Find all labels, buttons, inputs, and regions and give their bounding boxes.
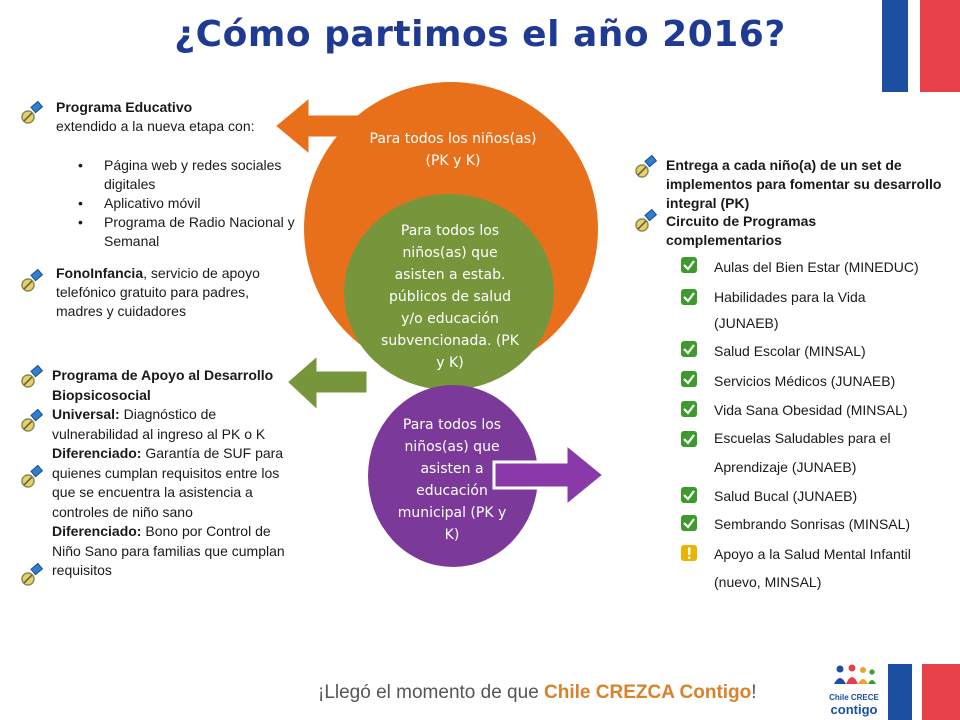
chile-flag-top (882, 0, 960, 92)
differentiated-desc: Bono por Control de Niño Sano para familias que cumplan requisitos (52, 523, 285, 578)
universal-label: Universal: (52, 406, 120, 422)
fonoinfancia-name: FonoInfancia (56, 265, 144, 281)
program-item: Escuelas Saludables para el Aprendizaje (JUNAEB) (714, 430, 891, 475)
educational-program-bullets (56, 156, 322, 251)
universal-item (52, 405, 288, 444)
purple-arrow (490, 440, 610, 510)
educational-program (56, 98, 268, 136)
chile-flag-bottom (888, 664, 960, 720)
warning-icon (680, 544, 698, 567)
pin-icon (20, 406, 46, 437)
pin-icon (20, 266, 46, 297)
implements-set: Entrega a cada niño(a) de un set de implementos para fomentar su desarrollo integral (PK) (666, 157, 942, 211)
biopsychosocial-title: Programa de Apoyo al Desarrollo Biopsicosocial (52, 367, 274, 403)
page-title: ¿Cómo partimos el año 2016? (174, 14, 786, 55)
differentiated-desc: Garantía de SUF para quienes cumplan requisitos entre los que se encuentra la asistencia a controles de niño sano (52, 445, 284, 520)
program-item: Servicios Médicos (JUNAEB) (714, 373, 896, 389)
universal-desc: Diagnóstico de vulnerabilidad al ingreso al PK o K (52, 406, 266, 442)
pin-icon (20, 560, 46, 591)
footer-prefix: ¡Llegó el momento de que (318, 682, 545, 703)
family-figures-icon (826, 664, 882, 688)
footer-suffix: ! (751, 682, 757, 703)
logo-line2: contigo (830, 702, 878, 717)
purple-circle-label: Para todos los niños(as) que asisten a educación municipal (PK y K) (397, 417, 507, 543)
program-item: Salud Escolar (MINSAL) (714, 343, 866, 359)
fonoinfancia (56, 264, 288, 321)
check-icon (680, 340, 698, 363)
check-icon (680, 514, 698, 537)
biopsychosocial-program (52, 366, 288, 581)
educational-program-title: Programa Educativo (56, 99, 193, 115)
program-item: Vida Sana Obesidad (MINSAL) (714, 402, 908, 418)
pin-icon (634, 152, 660, 183)
differentiated-label: Diferenciado: (52, 523, 142, 539)
check-icon (680, 400, 698, 423)
bullet-item: • Página web y redes sociales digitales (104, 156, 322, 194)
green-arrow (282, 350, 372, 416)
program-item: Sembrando Sonrisas (MINSAL) (714, 516, 911, 532)
program-item: Salud Bucal (JUNAEB) (714, 488, 858, 504)
green-circle-label: Para todos los niños(as) que asisten a estab. públicos de salud y/o educación subvencionada. (PK y K) (381, 223, 519, 371)
footer-slogan (318, 682, 757, 704)
check-icon (680, 430, 698, 453)
chile-crece-contigo-logo (826, 664, 882, 718)
complementary-programs: Circuito de Programas complementarios (666, 213, 817, 248)
fonoinfancia-desc: , servicio de apoyo telefónico gratuito para padres, madres y cuidadores (56, 265, 260, 319)
differentiated-item (52, 522, 288, 581)
pin-icon (634, 206, 660, 237)
differentiated-label: Diferenciado: (52, 445, 142, 461)
program-item: Aulas del Bien Estar (MINEDUC) (714, 259, 919, 275)
educational-program-desc: extendido a la nueva etapa con: (56, 118, 255, 134)
check-icon (680, 256, 698, 279)
bullet-item: • Aplicativo móvil (104, 194, 322, 213)
pin-icon (20, 98, 46, 129)
footer-highlight: Chile CREZCA Contigo (544, 682, 752, 703)
program-item: Habilidades para la Vida (JUNAEB) (714, 289, 866, 331)
orange-circle-label: Para todos los niños(as) (PK y K) (369, 131, 537, 169)
differentiated-item (52, 444, 288, 522)
program-item: Apoyo a la Salud Mental Infantil (nuevo, MINSAL) (714, 546, 911, 590)
check-icon (680, 486, 698, 509)
bullet-item: • Programa de Radio Nacional y Semanal (104, 213, 322, 251)
logo-line1: Chile CRECE (829, 693, 879, 702)
check-icon (680, 370, 698, 393)
check-icon (680, 288, 698, 311)
pin-icon (20, 462, 46, 493)
pin-icon (20, 362, 46, 393)
